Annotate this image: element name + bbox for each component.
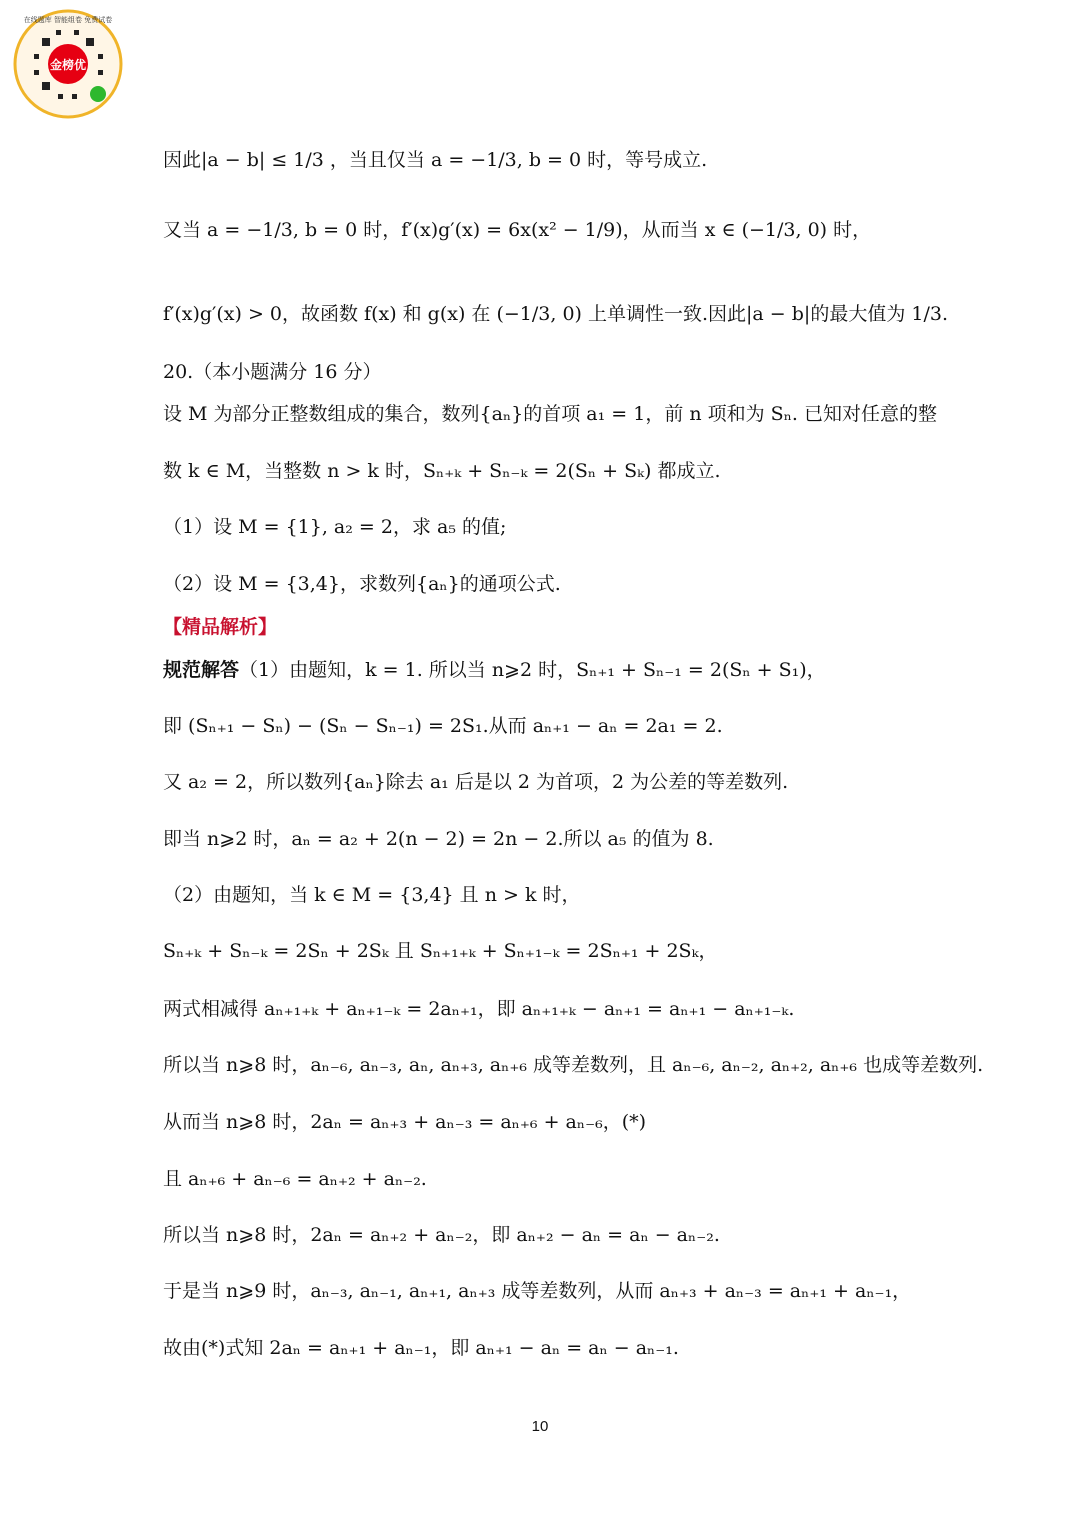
text-line (163, 656, 930, 684)
text-line: 故由(*)式知 2aₙ = aₙ₊₁ + aₙ₋₁，即 aₙ₊₁ − aₙ = aₙ − aₙ₋₁. (163, 1337, 679, 1359)
text-line: 且 aₙ₊₆ + aₙ₋₆ = aₙ₊₂ + aₙ₋₂. (163, 1168, 427, 1190)
text-line: 所以当 n⩾8 时，2aₙ = aₙ₊₂ + aₙ₋₂，即 aₙ₊₂ − aₙ = aₙ − aₙ₋₂. (163, 1224, 720, 1246)
text-line: 设 M 为部分正整数组成的集合，数列{aₙ}的首项 a₁ = 1，前 n 项和为 Sₙ. 已知对任意的整 (163, 403, 938, 425)
text-line: 所以当 n⩾8 时，aₙ₋₆, aₙ₋₃, aₙ, aₙ₊₃, aₙ₊₆ 成等差数列，且 aₙ₋₆, aₙ₋₂, aₙ₊₂, aₙ₊₆ 也成等差数列. (163, 1054, 984, 1076)
logo-center-text: 金榜优 (49, 58, 87, 72)
logo-arc-text: 在线题库 智能组卷 免费试卷 (23, 16, 113, 24)
solution-label: 规范解答 (163, 659, 240, 681)
text-line: 两式相减得 aₙ₊₁₊ₖ + aₙ₊₁₋ₖ = 2aₙ₊₁，即 aₙ₊₁₊ₖ − aₙ₊₁ = aₙ₊₁ − aₙ₊₁₋ₖ. (163, 998, 795, 1020)
problem-heading: 20.（本小题满分 16 分） (163, 361, 382, 383)
analysis-heading: 【精品解析】 (163, 616, 278, 638)
text-line: （2）设 M = {3,4}，求数列{aₙ}的通项公式. (163, 573, 561, 595)
solution-text: （1）由题知，k = 1. 所以当 n⩾2 时，Sₙ₊₁ + Sₙ₋₁ = 2(Sₙ + S₁)， (239, 659, 826, 681)
text-line: Sₙ₊ₖ + Sₙ₋ₖ = 2Sₙ + 2Sₖ 且 Sₙ₊₁₊ₖ + Sₙ₊₁₋ₖ = 2Sₙ₊₁ + 2Sₖ， (163, 940, 718, 962)
brand-logo (12, 8, 124, 120)
text-line: 因此|a − b| ≤ 1/3 ，当且仅当 a = −1/3, b = 0 时，等号成立. (163, 149, 708, 171)
text-line: f′(x)g′(x) > 0，故函数 f(x) 和 g(x) 在 (−1/3, 0) 上单调性一致.因此|a − b|的最大值为 1/3. (163, 303, 948, 325)
text-line: 从而当 n⩾8 时，2aₙ = aₙ₊₃ + aₙ₋₃ = aₙ₊₆ + aₙ₋₆，(*) (163, 1111, 647, 1133)
text-line: （2）由题知，当 k ∈ M = {3,4} 且 n > k 时， (163, 884, 581, 906)
page-number: 10 (531, 1418, 549, 1435)
text-line: （1）设 M = {1}, a₂ = 2，求 a₅ 的值; (163, 516, 507, 538)
text-line: 又 a₂ = 2，所以数列{aₙ}除去 a₁ 后是以 2 为首项，2 为公差的等差数列. (163, 771, 789, 793)
text-line: 又当 a = −1/3, b = 0 时，f′(x)g′(x) = 6x(x² − 1/9)，从而当 x ∈ (−1/3, 0) 时， (163, 219, 872, 241)
text-line: 即 (Sₙ₊₁ − Sₙ) − (Sₙ − Sₙ₋₁) = 2S₁.从而 aₙ₊₁ − aₙ = 2a₁ = 2. (163, 715, 723, 737)
text-line: 于是当 n⩾9 时，aₙ₋₃, aₙ₋₁, aₙ₊₁, aₙ₊₃ 成等差数列，从而 aₙ₊₃ + aₙ₋₃ = aₙ₊₁ + aₙ₋₁， (163, 1280, 912, 1302)
text-line: 即当 n⩾2 时，aₙ = a₂ + 2(n − 2) = 2n − 2.所以 a₅ 的值为 8. (163, 828, 714, 850)
text-line: 数 k ∈ M，当整数 n > k 时，Sₙ₊ₖ + Sₙ₋ₖ = 2(Sₙ + Sₖ) 都成立. (163, 460, 721, 482)
